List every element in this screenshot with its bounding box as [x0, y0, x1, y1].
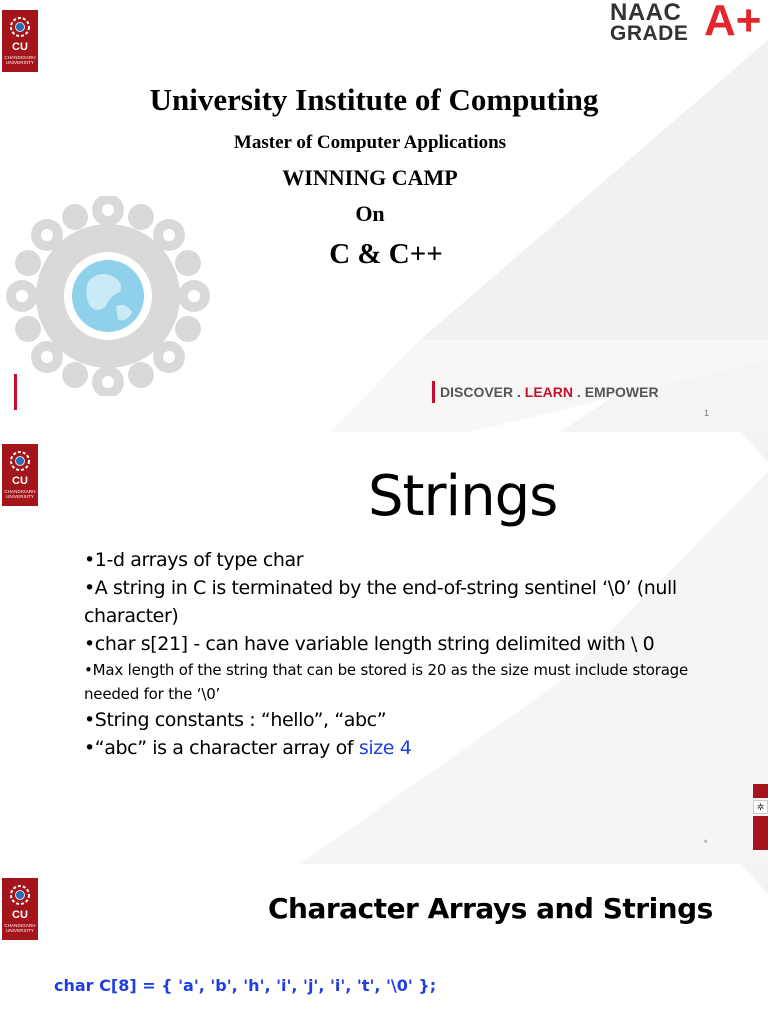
university-emblem-icon [7, 448, 33, 474]
bullet-item: •char s[21] - can have variable length string delimited with \ 0 [84, 633, 655, 655]
slide-character-arrays [0, 864, 768, 1024]
slide-strings [0, 432, 768, 864]
side-thumbnail-marker [753, 784, 768, 798]
program-name: Master of Computer Applications [233, 132, 507, 153]
bullet-item: •Max length of the string that can be stored is 20 as the size must include storage needed for the ‘\0’ [84, 661, 689, 703]
bullet-item [84, 734, 704, 762]
logo-subtext: CHANDIGARH UNIVERSITY [4, 489, 36, 499]
slide-number: 1 [704, 408, 710, 418]
university-emblem-icon [7, 14, 33, 40]
logo-subtext: CHANDIGARH UNIVERSITY [4, 55, 36, 65]
slide-number: * [704, 838, 708, 848]
logo-cu-text: CU [12, 41, 28, 53]
slide-heading: Strings [368, 464, 558, 529]
institute-title: University Institute of Computing [149, 82, 599, 117]
tagline-discover: DISCOVER . [440, 384, 521, 400]
slide-title [0, 0, 768, 432]
slide-background-decoration [0, 864, 768, 1024]
grade-label: GRADE [610, 22, 689, 45]
bullet-item: •1-d arrays of type char [84, 549, 304, 571]
logo-cu-text: CU [12, 475, 28, 487]
tagline [432, 381, 659, 403]
side-thumbnail-marker [753, 816, 768, 850]
bullet-list [84, 546, 704, 762]
tagline-learn: LEARN [524, 384, 574, 400]
university-emblem-icon [7, 882, 33, 908]
naac-badge [608, 2, 768, 50]
code-example: char C[8] = { 'a', 'b', 'h', 'i', 'j', 'i', 't', '\0' }; [54, 976, 437, 995]
accent-bar [14, 374, 17, 410]
gear-globe-icon [4, 196, 212, 396]
cu-logo [2, 10, 38, 72]
cu-logo [2, 444, 38, 506]
tagline-empower: . EMPOWER [576, 384, 659, 400]
naac-label: NAAC [610, 0, 682, 26]
bullet-item: •A string in C is terminated by the end-of-string sentinel ‘\0’ (null character) [84, 577, 677, 627]
bullet-text: •“abc” is a character array of [84, 737, 359, 759]
bullet-highlight: size 4 [358, 737, 412, 759]
cu-logo [2, 878, 38, 940]
logo-cu-text: CU [12, 909, 28, 921]
event-name: WINNING CAMP [282, 165, 458, 190]
gear-mini-icon: ✲ [753, 800, 768, 814]
grade-value: A+ [704, 0, 762, 45]
bullet-item: •String constants : “hello”, “abc” [84, 709, 387, 731]
topic-title: C & C++ [329, 238, 443, 270]
logo-subtext: CHANDIGARH UNIVERSITY [4, 923, 36, 933]
on-label: On [355, 201, 385, 226]
slide-heading: Character Arrays and Strings [268, 892, 713, 925]
